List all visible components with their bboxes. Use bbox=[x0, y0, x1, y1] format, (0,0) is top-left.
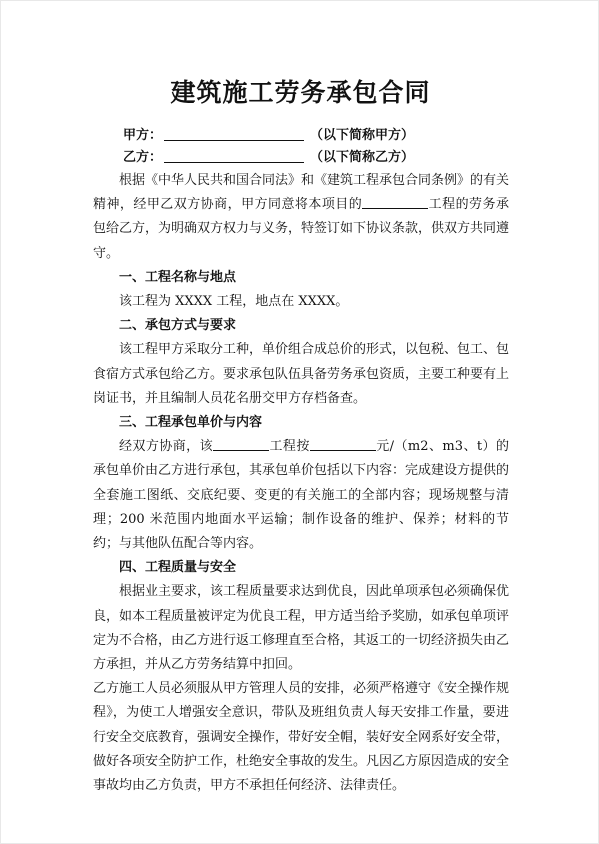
section-1-text: 该工程为 XXXX 工程，地点在 XXXX。 bbox=[119, 294, 349, 310]
party-a-label: 甲方： bbox=[123, 128, 163, 143]
section-1-heading: 一、工程名称与地点 bbox=[119, 269, 237, 285]
section-4-paragraph-2: 乙方施工人员必须服从甲方管理人员的安排，必须严格遵守《安全操作规程》，为使工人增强安全意识，带队及班组负责人每天安排工作量，要进行安全交底教育，强调安全操作，带好安全帽，装好安全网系好安全带，做好各项安全防护工作，杜绝安全事故的发生。凡因乙方原因造成的安全事故均由乙方负责，甲方不承担任何经济、法律责任。 bbox=[93, 681, 510, 794]
project-name-blank bbox=[362, 195, 428, 209]
party-a-line bbox=[123, 125, 414, 147]
party-b-line bbox=[123, 147, 414, 169]
party-a-note: （以下简称甲方） bbox=[310, 128, 415, 143]
party-a-blank bbox=[164, 126, 304, 141]
section-3-text-2: 工程按 bbox=[269, 439, 310, 455]
intro-text-1: 根据《中华人民共和国合同法》和《建筑工程承包合同条例》的有关精神，经甲乙双方协商，甲方同意将本项目的 bbox=[93, 173, 510, 213]
work-type-blank bbox=[213, 437, 269, 451]
party-b-blank bbox=[164, 148, 304, 163]
unit-price-blank bbox=[310, 437, 376, 451]
section-4-heading: 四、工程质量与安全 bbox=[119, 560, 237, 576]
document-title: 建筑施工劳务承包合同 bbox=[170, 78, 431, 107]
intro-paragraph bbox=[93, 169, 509, 266]
party-b-note: （以下简称乙方） bbox=[310, 150, 415, 165]
contract-body bbox=[93, 169, 509, 798]
section-4-paragraph-1: 根据业主要求，该工程质量要求达到优良，因此单项承包必须确保优良，如本工程质量被评定为优良工程，甲方适当给予奖励，如承包单项评定为不合格，由乙方进行返工修理直至合格，其返工的一切经济损失由乙方承担，并从乙方劳务结算中扣回。 bbox=[93, 584, 510, 673]
section-2-heading: 二、承包方式与要求 bbox=[119, 318, 237, 334]
section-3-heading: 三、工程承包单价与内容 bbox=[119, 415, 263, 431]
section-2-text: 该工程甲方采取分工种，单价组合成总价的形式，以包税、包工、包食宿方式承包给乙方。要求承包队伍具备劳务承包资质，主要工种要有上岗证书，并且编制人员花名册交甲方存档备查。 bbox=[93, 342, 510, 406]
intro-text-2: 工程的劳务承包给乙方，为明确双方权力与义务，特签订如下协议条款，供双方共同遵守。 bbox=[93, 197, 510, 261]
section-3-text-3: 元/（m2、m3、t）的承包单价由乙方进行承包，其承包单价包括以下内容：完成建设方提供的全套施工图纸、交底纪要、变更的有关施工的全部内容；现场规整与清理；200 米范围内地面水平运输；制作设备的维护、保养；材料的节约；与其他队伍配合等内容。 bbox=[93, 439, 510, 552]
party-b-label: 乙方： bbox=[123, 150, 163, 165]
section-3-text-1: 经双方协商，该 bbox=[119, 439, 214, 455]
section-3-text bbox=[93, 435, 509, 556]
